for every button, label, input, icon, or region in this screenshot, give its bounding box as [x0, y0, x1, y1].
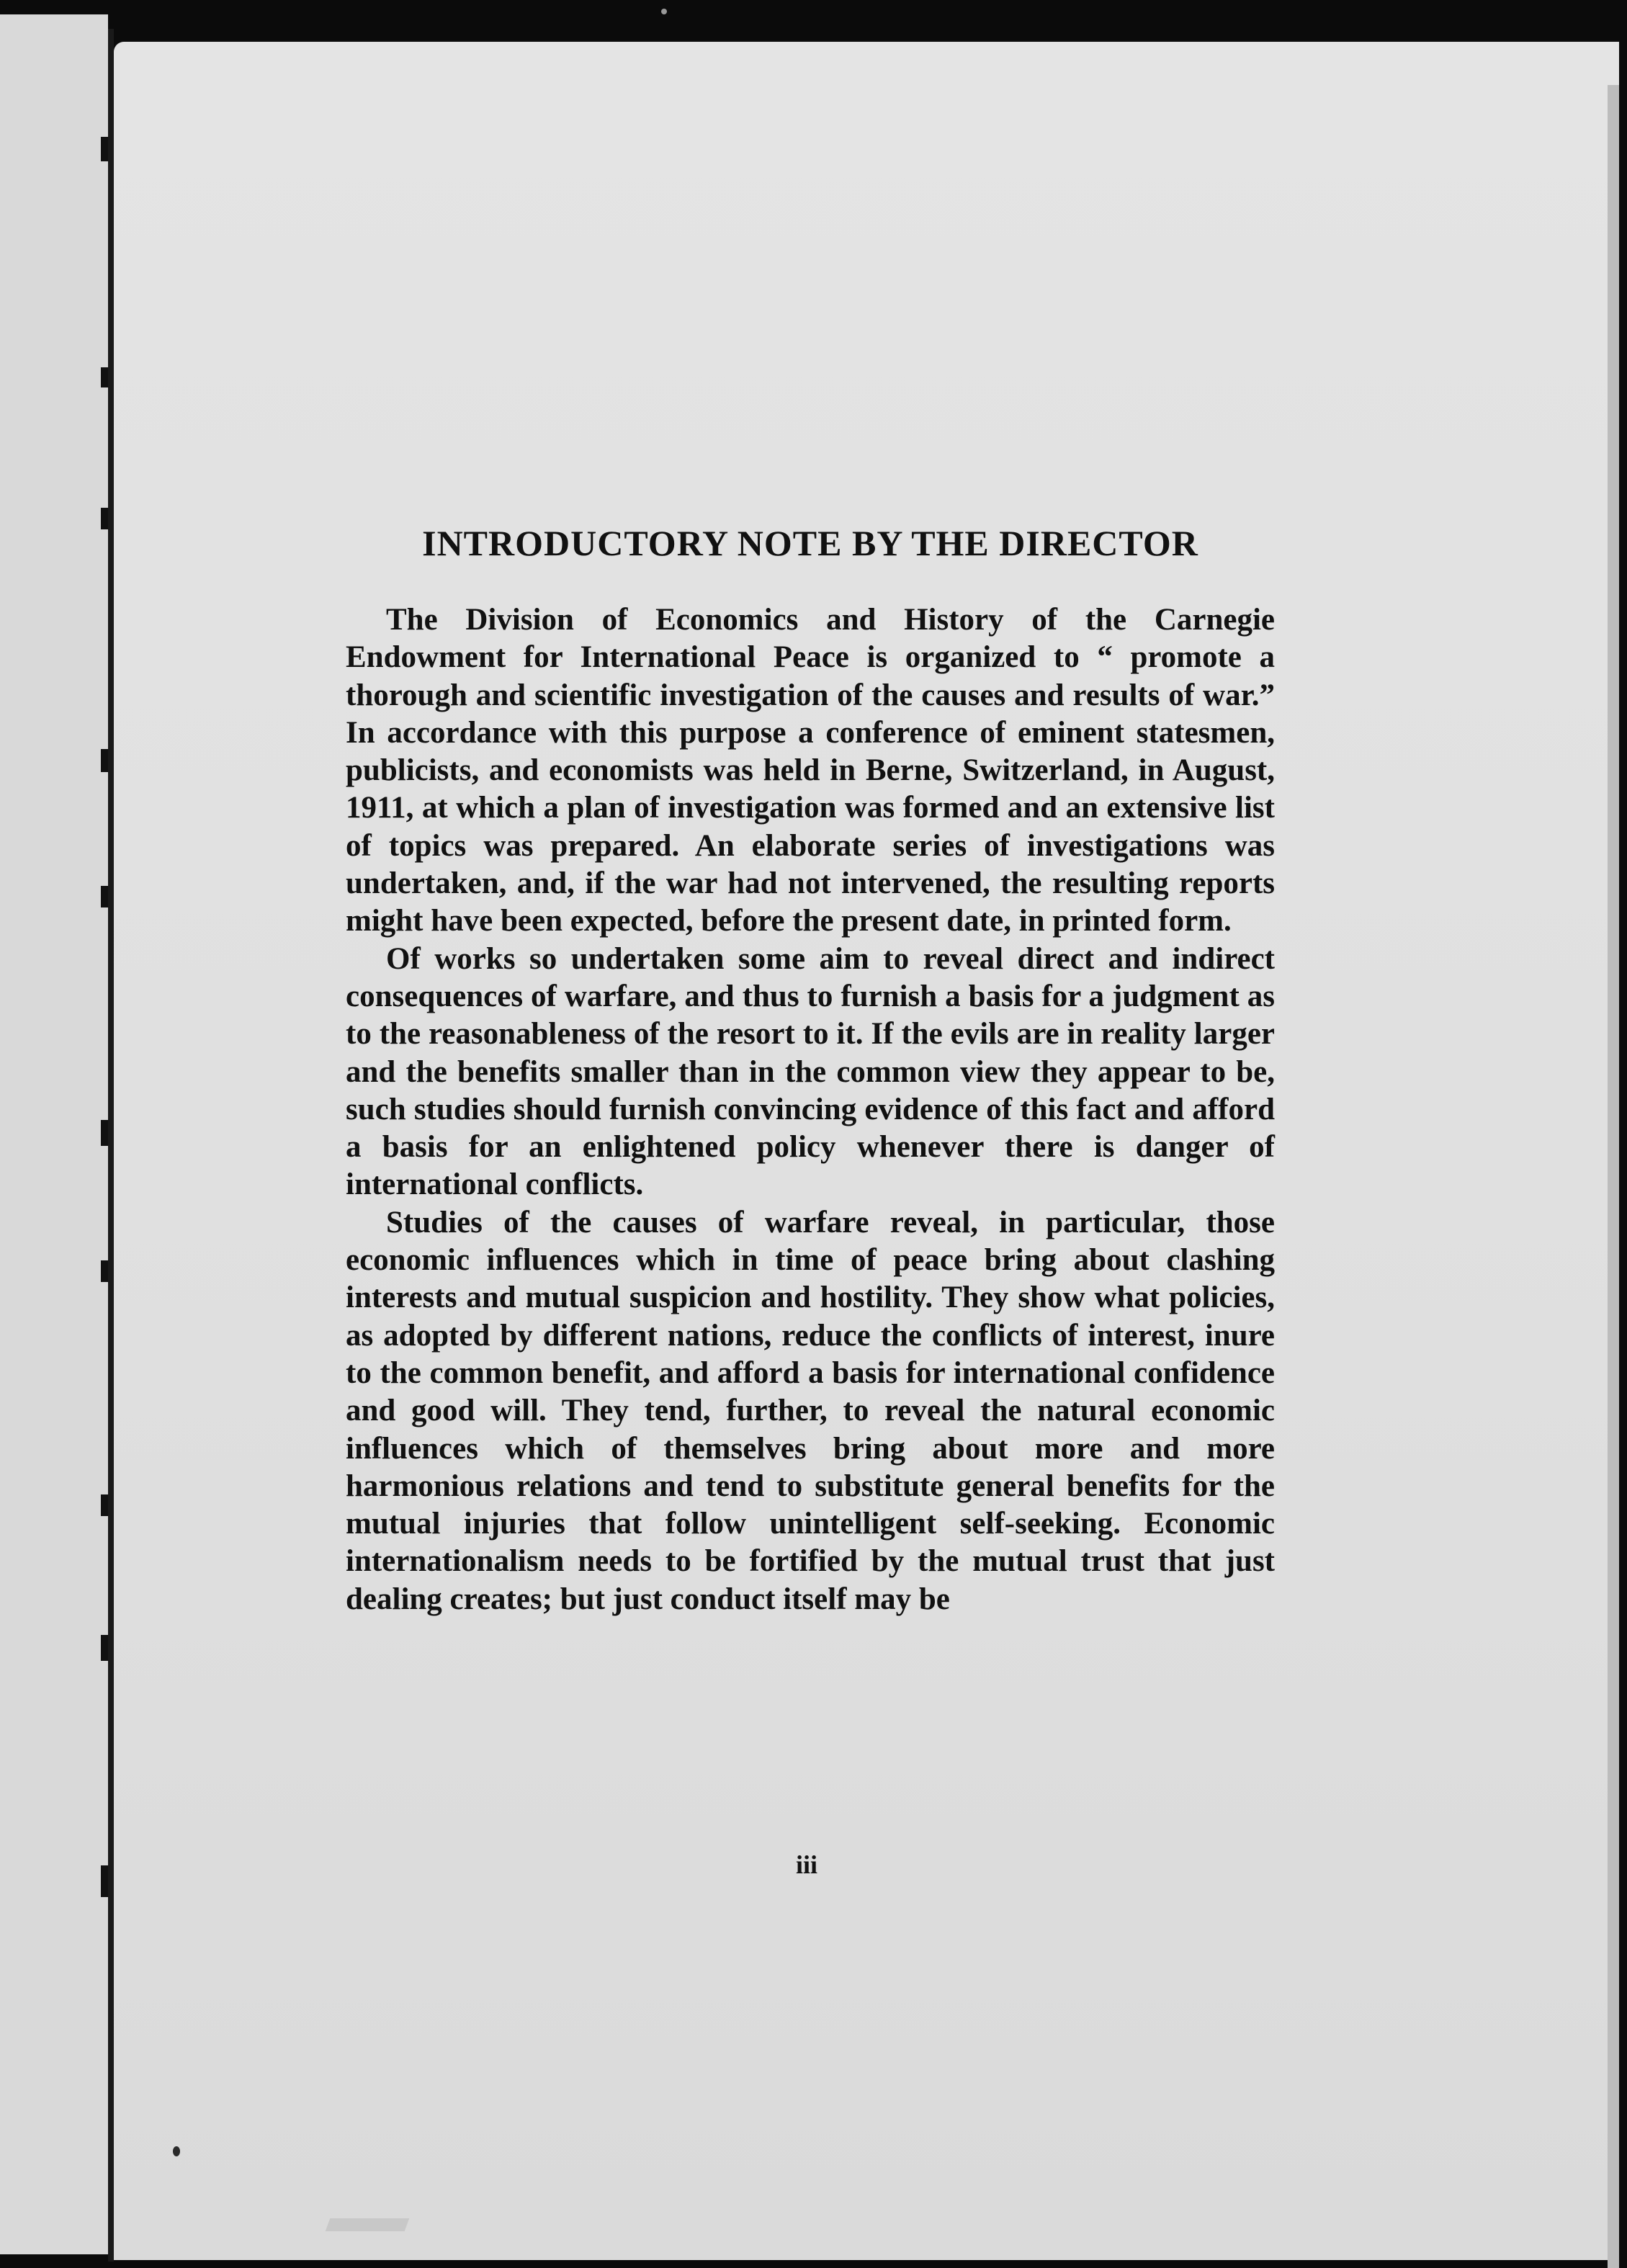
paper-scrap	[326, 2218, 410, 2231]
binding-gutter	[108, 29, 114, 2262]
gutter-mark	[101, 1494, 108, 1516]
gutter-mark	[101, 1120, 108, 1146]
gutter-mark	[101, 1635, 108, 1661]
gutter-mark	[101, 1260, 108, 1282]
gutter-mark	[101, 137, 108, 161]
page-number: iii	[795, 1850, 817, 1879]
paragraph-3: Studies of the causes of warfare reveal, in particular, those economic influences which in time of peace bring about clashing interests and mutual suspicion and hostility. They show what policies, as adopted by different nations, reduce the conflicts of interest, inure to the common benefit, and afford a basis for international confidence and good will. They tend, further, to reveal the natural economic influences which of themselves bring about more and more harmonious relations and tend to substitute general benefits for the mutual injuries that follow unintelligent self-seeking. Economic internationalism needs to be fortified by the mutual trust that just dealing creates; but just conduct itself may be	[346, 1205, 1275, 1616]
page-edge-shadow	[1608, 85, 1619, 2268]
gutter-mark	[101, 1865, 108, 1897]
facing-page-strip	[0, 14, 108, 2254]
scan-speck	[173, 2146, 180, 2156]
gutter-mark	[101, 367, 108, 387]
page-text-block	[346, 522, 1275, 1618]
gutter-mark	[101, 749, 108, 772]
paragraph-1: The Division of Economics and History of the Carnegie Endowment for International Peace is organized to “ promote a thorough and scientific investigation of the causes and results of war.” In accordance with this purpose a conference of eminent statesmen, publicists, and economists was held in Berne, Switzerland, in August, 1911, at which a plan of investigation was formed and an extensive list of topics was prepared. An elaborate series of investigations was undertaken, and, if the war had not intervened, the resulting reports might have been expected, before the present date, in printed form.	[346, 603, 1275, 938]
page-heading: INTRODUCTORY NOTE BY THE DIRECTOR	[422, 523, 1198, 563]
scan-speck	[661, 9, 667, 14]
paragraph-2: Of works so undertaken some aim to reveal direct and indirect consequences of warfare, and thus to furnish a basis for a judgment as to the reasonableness of the resort to it. If the evils are in reality larger and the benefits smaller than in the common view they appear to be, such studies should furnish convincing evidence of this fact and afford a basis for an enlightened policy whenever there is danger of international conflicts.	[346, 941, 1275, 1202]
gutter-mark	[101, 886, 108, 907]
gutter-mark	[101, 508, 108, 529]
